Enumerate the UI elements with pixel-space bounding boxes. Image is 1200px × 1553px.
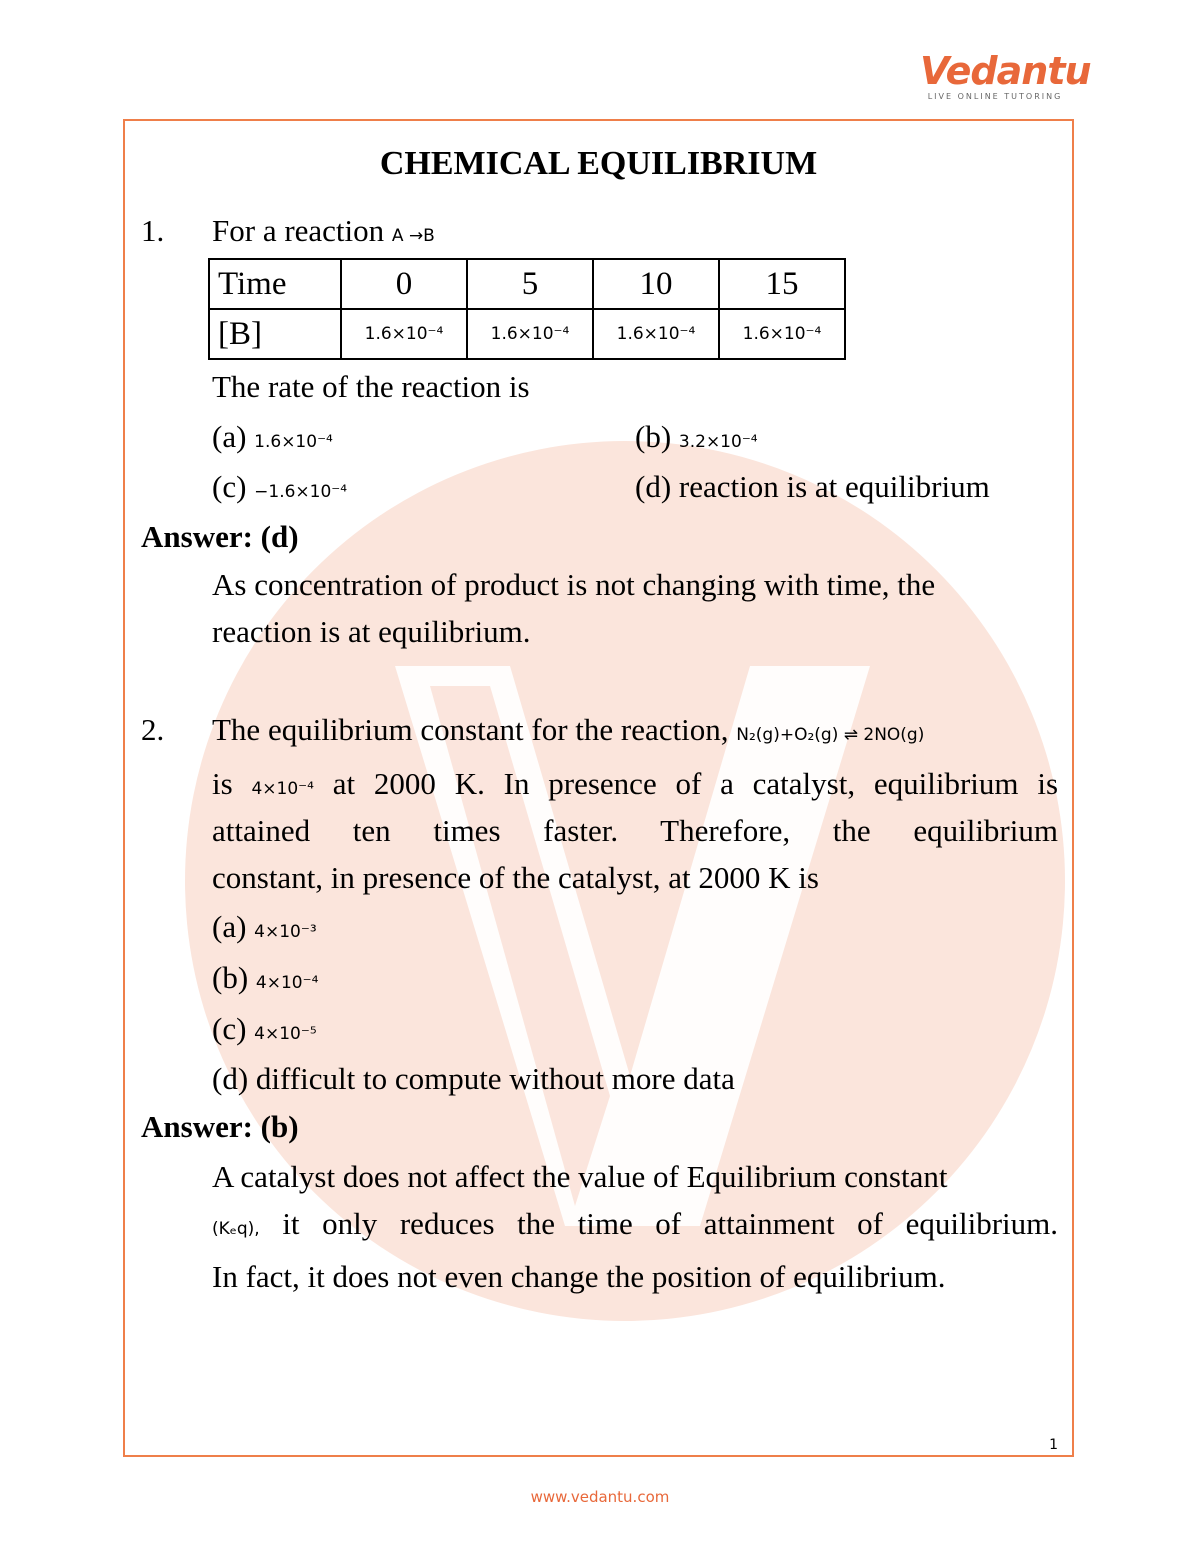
table-cell: 1.6×10⁻⁴ [719,309,845,359]
page-number: 1 [1049,1437,1058,1453]
question-1-prompt: The rate of the reaction is [212,369,530,404]
option-2a [212,909,317,950]
question-2-number: 2. [141,712,165,747]
table-cell: [B] [209,309,341,359]
option-label: (a) [212,419,247,454]
question-2-explanation-line [212,1206,1058,1247]
concentration-table [208,258,846,360]
question-2-explanation-line: In fact, it does not even change the position of equilibrium. [212,1259,946,1294]
table-row [209,309,845,359]
option-value: −1.6×10⁻⁴ [254,482,348,502]
option-1b [635,419,758,460]
question-2-stem-line: constant, in presence of the catalyst, at 2000 K is [212,860,819,895]
question-2-answer: Answer: (b) [141,1109,299,1144]
table-cell: 10 [593,259,719,309]
stem-text: is [212,766,233,801]
option-value: 1.6×10⁻⁴ [254,432,333,452]
table-cell: Time [209,259,341,309]
question-2-stem-text: The equilibrium constant for the reaction, [212,712,729,747]
table-cell: 5 [467,259,593,309]
option-label: (a) [212,909,247,944]
option-value: difficult to compute without more data [255,1061,735,1096]
table-cell: 1.6×10⁻⁴ [341,309,467,359]
table-row [209,259,845,309]
brand-logo [920,49,1091,101]
option-value: 4×10⁻⁵ [254,1024,317,1044]
question-1-stem [212,213,435,254]
question-1-stem-text: For a reaction [212,213,385,248]
question-2-reaction: N₂(g)+O₂(g) ⇌ 2NO(g) [736,725,925,745]
option-label: (c) [212,1011,247,1046]
question-1-number: 1. [141,213,165,248]
table-cell: 15 [719,259,845,309]
table-cell: 1.6×10⁻⁴ [593,309,719,359]
option-label: (b) [635,419,672,454]
keq-symbol: (Kₑq), [212,1219,260,1239]
option-1c [212,469,347,510]
option-2c [212,1011,317,1052]
option-label: (c) [212,469,247,504]
option-2d [212,1061,735,1097]
question-1-explanation-line: As concentration of product is not changing with time, the [212,567,936,602]
option-label: (d) [635,469,672,504]
option-value: reaction is at equilibrium [678,469,990,504]
option-1a [212,419,333,460]
brand-tagline: LIVE ONLINE TUTORING [927,92,1063,101]
explanation-text: it only reduces the time of attainment of equilibrium. [282,1206,1059,1241]
question-2-stem-line: attained ten times faster. Therefore, the equilibrium [212,813,1058,848]
page-title: CHEMICAL EQUILIBRIUM [379,145,818,182]
table-cell: 1.6×10⁻⁴ [467,309,593,359]
footer-url[interactable]: www.vedantu.com [530,1488,670,1506]
stem-text: at 2000 K. In presence of a catalyst, equilibrium is [332,766,1059,801]
page-frame [123,119,1074,1457]
question-2-stem-line [212,712,924,753]
table-cell: 0 [341,259,467,309]
option-value: 4×10⁻⁴ [255,973,319,993]
option-label: (d) [212,1061,249,1096]
question-1-reaction: A →B [391,226,435,246]
option-2b [212,960,318,1001]
question-2-stem-line [212,766,1058,807]
stem-value: 4×10⁻⁴ [251,779,314,799]
question-1-answer: Answer: (d) [141,519,299,554]
question-2-explanation-line: A catalyst does not affect the value of Equilibrium constant [212,1159,948,1194]
option-1d [635,469,990,505]
brand-name: Vedantu [920,49,1091,93]
question-1-explanation-line: reaction is at equilibrium. [212,614,531,649]
option-label: (b) [212,960,249,995]
option-value: 4×10⁻³ [254,922,317,942]
option-value: 3.2×10⁻⁴ [678,432,758,452]
